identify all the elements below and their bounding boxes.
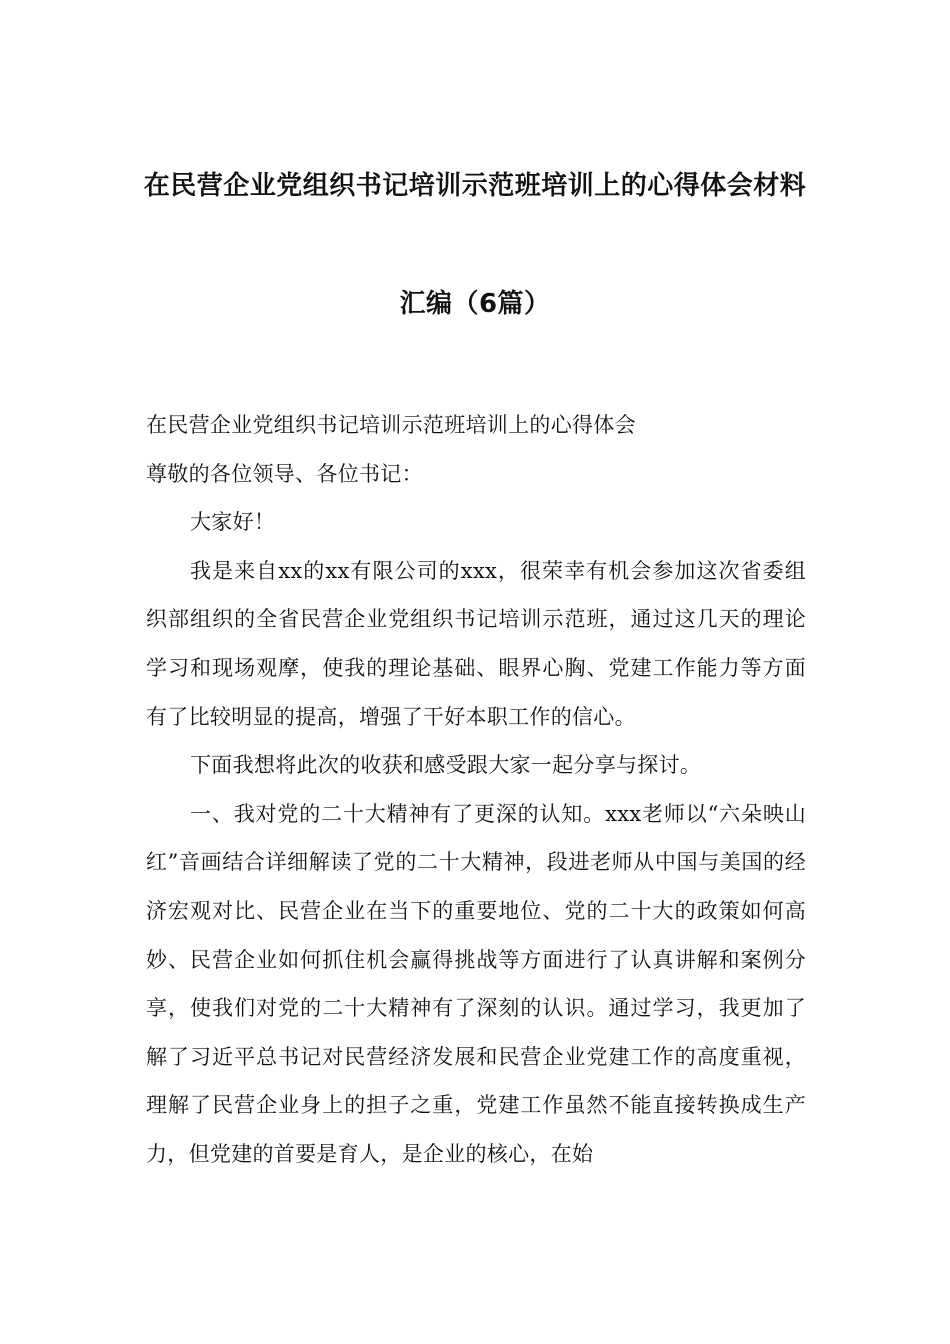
document-body bbox=[146, 401, 806, 1179]
greeting: 大家好！ bbox=[190, 510, 276, 535]
document-title-line-2: 汇编（6篇） bbox=[399, 289, 551, 319]
document-title-line-1: 在民营企业党组织书记培训示范班培训上的心得体会材料 bbox=[143, 171, 807, 201]
speech-subtitle: 在民营企业党组织书记培训示范班培训上的心得体会 bbox=[146, 413, 636, 437]
paragraph-section-one: 一、我对党的二十大精神有了更深的认知。xxx老师以“六朵映山红”音画结合详细解读了党的二十大精神，段进老师从中国与美国的经济宏观对比、民营企业在当下的重要地位、党的二十大的政策如何高妙、民营企业如何抓住机会赢得挑战等方面进行了认真讲解和案例分享，使我们对党的二十大精神有了深刻的认识。通过学习，我更加了解了习近平总书记对民营经济发展和民营企业党建工作的高度重视，理解了民营企业身上的担子之重，党建工作虽然不能直接转换成生产力，但党建的首要是育人，是企业的核心，在始 bbox=[146, 801, 806, 1166]
paragraph-transition: 下面我想将此次的收获和感受跟大家一起分享与探讨。 bbox=[190, 753, 702, 778]
paragraph-intro: 我是来自xx的xx有限公司的xxx，很荣幸有机会参加这次省委组织部组织的全省民营企业党组织书记培训示范班，通过这几天的理论学习和现场观摩，使我的理论基础、眼界心胸、党建工作能力等方面有了比较明显的提高，增强了干好本职工作的信心。 bbox=[146, 558, 806, 729]
salutation: 尊敬的各位领导、各位书记： bbox=[146, 461, 423, 486]
